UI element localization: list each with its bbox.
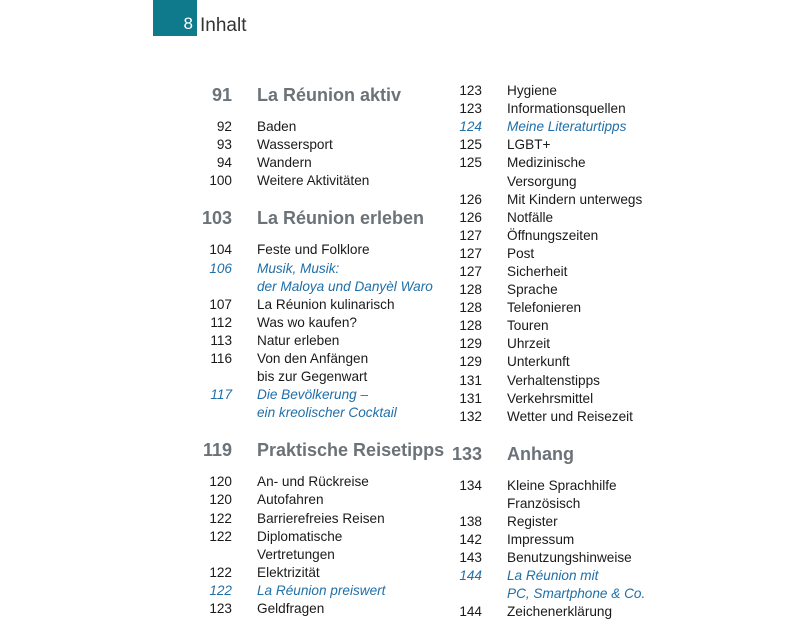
toc-entry[interactable] (190, 259, 430, 277)
toc-page-number: 126 (459, 209, 482, 225)
toc-page-number: 128 (459, 318, 482, 334)
toc-page-number: 122 (209, 582, 232, 598)
toc-entry-title: Unterkunft (507, 354, 570, 370)
toc-page-number: 94 (216, 155, 232, 171)
toc-page-number: 91 (211, 85, 232, 105)
toc-entry[interactable] (190, 404, 430, 422)
toc-entry[interactable] (190, 278, 433, 296)
toc-page-number: 93 (216, 137, 232, 153)
toc-entry[interactable] (190, 510, 430, 528)
page-title: Inhalt (200, 15, 247, 36)
spacer (190, 422, 430, 437)
toc-page-number: 127 (459, 227, 482, 243)
toc-entry[interactable] (190, 136, 430, 154)
toc-entry[interactable] (440, 372, 680, 390)
toc-page-number: 103 (201, 208, 232, 229)
toc-entry[interactable] (440, 209, 680, 227)
spacer (190, 108, 430, 118)
toc-entry-title: Praktische Reisetipps (257, 440, 445, 461)
toc-entry[interactable] (440, 567, 680, 585)
toc-entry-title: Impressum (507, 532, 575, 548)
toc-page-number: 126 (459, 191, 482, 207)
spacer (440, 426, 680, 441)
toc-entry[interactable] (190, 172, 430, 190)
toc-entry-title: Elektrizität (257, 564, 320, 580)
toc-entry[interactable] (440, 172, 680, 190)
toc-entry[interactable] (440, 136, 680, 154)
toc-entry[interactable] (190, 314, 430, 332)
toc-entry-title: La Réunion erleben (257, 208, 425, 229)
toc-page-number: 113 (210, 332, 232, 348)
toc-entry[interactable] (190, 528, 430, 546)
toc-entry-title: An- und Rückreise (257, 474, 369, 490)
toc-page-number: 129 (459, 336, 482, 352)
toc-entry[interactable] (190, 118, 430, 136)
spacer (440, 467, 680, 477)
toc-page-number: 107 (209, 296, 232, 312)
toc-entry-title: der Maloya und Danyèl Waro (257, 278, 433, 294)
toc-page-number: 117 (210, 387, 232, 403)
toc-page-number: 134 (459, 477, 482, 493)
toc-page-number: 128 (459, 282, 482, 298)
page-header (0, 0, 790, 44)
toc-entry-title: Wandern (257, 155, 312, 171)
toc-entry[interactable] (440, 154, 680, 172)
toc-page-number: 129 (459, 354, 482, 370)
toc-page-number: 122 (209, 564, 232, 580)
toc-page-number: 132 (459, 408, 482, 424)
toc-page-number: 143 (459, 550, 482, 566)
toc-section-heading[interactable] (190, 437, 445, 463)
toc-entry[interactable] (190, 154, 430, 172)
toc-section-heading[interactable] (190, 82, 430, 108)
toc-page-number: 125 (459, 155, 482, 171)
toc-entry-title: Natur erleben (257, 332, 340, 348)
toc-entry-title: Meine Literaturtipps (507, 119, 627, 135)
toc-entry[interactable] (440, 281, 680, 299)
toc-entry-title: Kleine Sprachhilfe (507, 477, 617, 493)
toc-entry[interactable] (440, 245, 680, 263)
toc-entry[interactable] (440, 317, 680, 335)
toc-page-number: 144 (459, 568, 482, 584)
spacer (190, 463, 430, 473)
toc-page-number: 122 (209, 510, 232, 526)
toc-entry[interactable] (440, 603, 680, 621)
toc-entry-title: Notfälle (507, 209, 554, 225)
toc-entry-title: LGBT+ (507, 137, 551, 153)
toc-entry-title: Medizinische (507, 155, 586, 171)
toc-entry-title: Versorgung (507, 173, 577, 189)
toc-entry[interactable] (440, 227, 680, 245)
toc-entry-title: Touren (507, 318, 549, 334)
toc-entry[interactable] (190, 546, 430, 564)
toc-page-number: 104 (209, 242, 232, 258)
toc-entry[interactable] (190, 332, 430, 350)
toc-page-number: 131 (459, 390, 482, 406)
toc-entry-title: Französisch (507, 495, 581, 511)
toc-entry[interactable] (190, 564, 430, 582)
toc-entry[interactable] (440, 191, 680, 209)
toc-entry-title: ein kreolischer Cocktail (257, 405, 397, 421)
toc-page-number: 124 (459, 119, 482, 135)
toc-entry[interactable] (440, 299, 680, 317)
toc-entry[interactable] (440, 100, 680, 118)
toc-page-number: 112 (210, 314, 232, 330)
toc-entry-title: Öffnungszeiten (507, 227, 599, 243)
toc-entry-title: Feste und Folklore (257, 242, 370, 258)
toc-entry-title: Die Bevölkerung – (257, 387, 369, 403)
toc-entry-title: Geldfragen (257, 601, 325, 617)
toc-entry-title: La Réunion kulinarisch (257, 296, 395, 312)
toc-page-number: 125 (459, 137, 482, 153)
toc-entry-title: Baden (257, 119, 297, 135)
toc-page-number: 133 (451, 443, 482, 464)
toc-entry-title: Sicherheit (507, 263, 568, 279)
toc-entry[interactable] (190, 582, 430, 600)
toc-entry-title: Diplomatische (257, 528, 343, 544)
toc-entry[interactable] (440, 531, 680, 549)
toc-entry-title: Musik, Musik: (257, 260, 340, 276)
toc-entry-title: Wetter und Reisezeit (507, 408, 633, 424)
toc-left-column (190, 82, 445, 618)
toc-entry-title: Autofahren (257, 492, 324, 508)
toc-page-number: 123 (209, 601, 232, 617)
toc-entry-title: Weitere Aktivitäten (257, 173, 370, 189)
toc-page-number: 131 (459, 372, 482, 388)
toc-entry-title: La Réunion preiswert (257, 582, 386, 598)
toc-entry-title: La Réunion mit (507, 568, 599, 584)
toc-entry-title: Vertretungen (257, 546, 335, 562)
toc-entry-title: Mit Kindern unterwegs (507, 191, 643, 207)
toc-section-heading[interactable] (190, 205, 430, 231)
toc-entry-title: Zeichenerklärung (507, 604, 613, 620)
toc-entry-title: Uhrzeit (507, 336, 551, 352)
toc-entry-title: Verkehrsmittel (507, 390, 594, 406)
spacer (190, 231, 430, 241)
toc-page-number: 127 (459, 245, 482, 261)
toc-entry[interactable] (440, 549, 680, 567)
toc-entry[interactable] (440, 118, 680, 136)
toc-entry-title: Informationsquellen (507, 101, 626, 117)
toc-entry[interactable] (190, 350, 430, 368)
page-number-tab (153, 0, 197, 36)
toc-entry-title: Post (507, 245, 535, 261)
toc-entry-title: Anhang (507, 443, 574, 464)
toc-entry[interactable] (190, 491, 430, 509)
toc-entry-title: Wassersport (257, 137, 333, 153)
toc-entry[interactable] (190, 600, 430, 618)
toc-page-number: 144 (459, 604, 482, 620)
toc-entry[interactable] (440, 585, 680, 603)
toc-entry[interactable] (190, 241, 430, 259)
toc-page-number: 120 (209, 492, 232, 508)
toc-entry-title: Hygiene (507, 83, 557, 99)
toc-entry-title: Verhaltenstipps (507, 372, 600, 388)
toc-entry[interactable] (440, 390, 680, 408)
page-number: 8 (183, 14, 193, 33)
toc-entry-title: bis zur Gegenwart (257, 369, 368, 385)
toc-entry-title: Was wo kaufen? (257, 314, 357, 330)
toc-entry[interactable] (440, 513, 680, 531)
toc-entry-title: Von den Anfängen (257, 350, 369, 366)
toc-page-number: 127 (459, 263, 482, 279)
toc-page-number: 142 (459, 532, 482, 548)
toc-entry[interactable] (440, 477, 680, 495)
toc-page-number: 119 (202, 440, 232, 461)
toc-page-number: 100 (209, 173, 232, 189)
toc-entry-title: PC, Smartphone & Co. (507, 586, 646, 602)
toc-section-heading[interactable] (440, 441, 680, 467)
toc-entry[interactable] (440, 335, 680, 353)
toc-entry[interactable] (440, 263, 680, 281)
toc-page-number: 92 (216, 119, 232, 135)
toc-entry-title: Benutzungshinweise (507, 550, 632, 566)
toc-entry[interactable] (440, 353, 680, 371)
toc-entry[interactable] (190, 296, 430, 314)
toc-page-number: 123 (459, 101, 482, 117)
toc-entry[interactable] (190, 368, 430, 386)
toc-entry-title: Telefonieren (507, 300, 582, 316)
toc-page-number: 138 (459, 514, 482, 530)
toc-page-number: 122 (209, 528, 232, 544)
toc-page-number: 120 (209, 474, 232, 490)
toc-entry-title: La Réunion aktiv (257, 85, 402, 105)
toc-entry[interactable] (190, 386, 430, 404)
toc-entry-title: Barrierefreies Reisen (257, 510, 385, 526)
toc-entry-title: Register (507, 514, 558, 530)
toc-entry[interactable] (190, 473, 430, 491)
toc-page-number: 116 (210, 350, 232, 366)
toc-entry-title: Sprache (507, 282, 558, 298)
toc-page-number: 128 (459, 300, 482, 316)
toc-page-number: 106 (209, 260, 232, 276)
toc-entry[interactable] (440, 82, 680, 100)
spacer (190, 190, 430, 205)
toc-page-number: 123 (459, 83, 482, 99)
toc-right-column (440, 82, 680, 622)
toc-entry[interactable] (440, 408, 680, 426)
toc-entry[interactable] (440, 495, 680, 513)
